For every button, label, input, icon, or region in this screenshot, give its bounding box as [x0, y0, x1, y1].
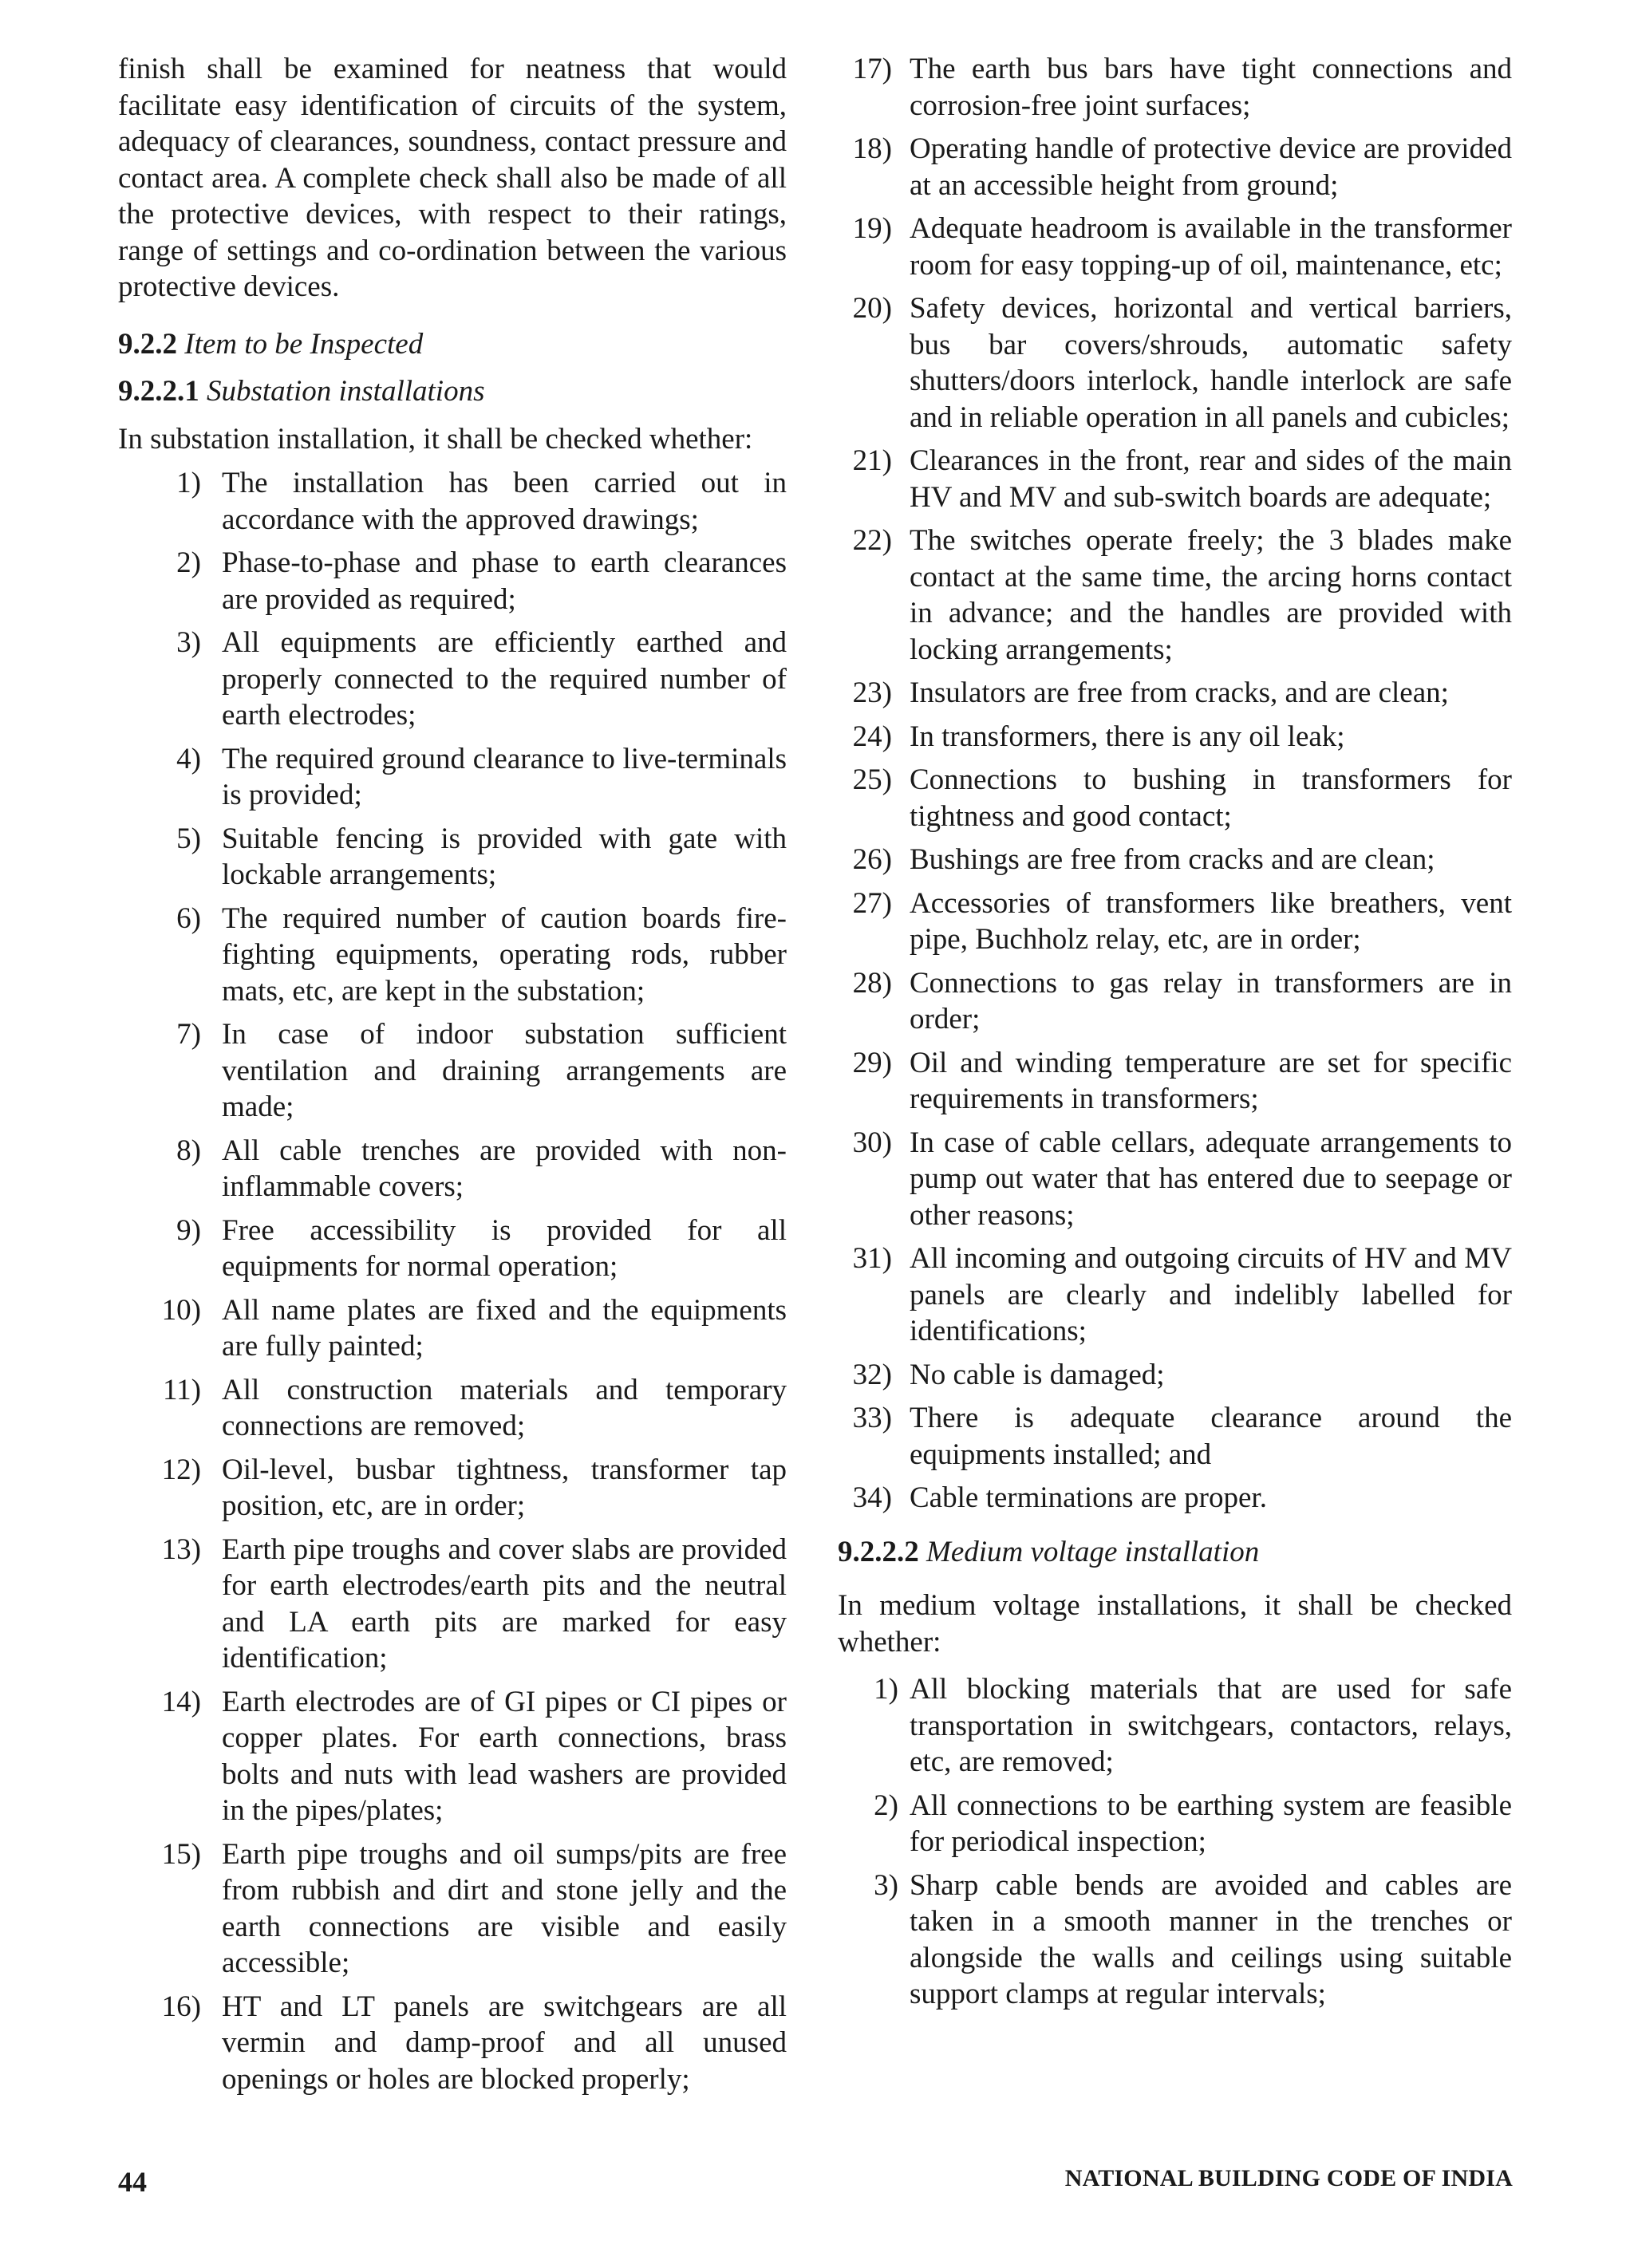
- item-number: 26): [852, 843, 892, 876]
- section-heading-9-2-2: [118, 326, 787, 363]
- item-text: All cable trenches are provided with non-inflammable covers;: [222, 1134, 787, 1203]
- item-text: Oil and winding temperature are set for specific requirements in transformers;: [910, 1046, 1512, 1115]
- item-text: The required number of caution boards fire-fighting equipments, operating rods, rubber mats, etc, are kept in the substation;: [222, 901, 787, 1008]
- list-item: [838, 762, 1512, 834]
- list-item: [118, 901, 787, 1010]
- lead-in-text: In substation installation, it shall be checked whether:: [118, 422, 753, 456]
- item-text: Bushings are free from cracks and are clean;: [910, 843, 1435, 876]
- item-number: 18): [852, 132, 892, 165]
- item-text: Clearances in the front, rear and sides of the main HV and MV and sub-switch boards are adequate;: [910, 444, 1512, 514]
- list-item: [838, 675, 1512, 712]
- item-number: 32): [852, 1358, 892, 1391]
- item-number: 5): [176, 822, 201, 855]
- item-text: Connections to bushing in transformers for tightness and good contact;: [910, 763, 1512, 833]
- item-number: 27): [852, 886, 892, 920]
- list-item: [838, 51, 1512, 124]
- section-number: 9.2.2: [118, 327, 177, 361]
- item-number: 6): [176, 901, 201, 935]
- section-number: 9.2.2.2: [838, 1535, 919, 1568]
- item-text: All construction materials and temporary connections are removed;: [222, 1373, 787, 1442]
- list-item: [838, 1045, 1512, 1118]
- item-number: 25): [852, 763, 892, 796]
- item-number: 24): [852, 720, 892, 753]
- item-number: 33): [852, 1402, 892, 1434]
- list-item: [838, 443, 1512, 515]
- item-number: 28): [852, 966, 892, 1000]
- list-item: [838, 965, 1512, 1038]
- item-number: 20): [852, 292, 892, 325]
- list-item: [118, 821, 787, 893]
- list-item: [838, 842, 1512, 878]
- list-item: [838, 211, 1512, 283]
- item-text: The switches operate freely; the 3 blades make contact at the same time, the arcing horns contact in advance; and the handles are provided with locking arrangements;: [910, 524, 1512, 666]
- list-item: [118, 1213, 787, 1285]
- section-number: 9.2.2.1: [118, 375, 199, 408]
- item-number: 22): [852, 524, 892, 557]
- list-item: [118, 1989, 787, 2098]
- list-item: [118, 1836, 787, 1982]
- list-item: [118, 1292, 787, 1365]
- left-column: [118, 51, 787, 2097]
- section-title: Medium voltage installation: [926, 1535, 1260, 1568]
- section-title: Item to be Inspected: [184, 327, 424, 361]
- item-text: Earth electrodes are of GI pipes or CI pipes or copper plates. For earth connections, brass bolts and nuts with lead washers are provided in the pipes/plates;: [222, 1685, 787, 1827]
- item-text: The earth bus bars have tight connections and corrosion-free joint surfaces;: [910, 53, 1512, 122]
- section-title: Substation installations: [207, 375, 485, 408]
- item-text: All blocking materials that are used for safe transportation in switchgears, contactors, relays, etc, are removed;: [910, 1673, 1512, 1778]
- intro-paragraph: finish shall be examined for neatness that would facilitate easy identification of circuits of the system, adequacy of clearances, soundness, contact pressure and contact area. A complete check shall also be made of all the protective devices, with respect to their ratings, range of settings and co-ordination between the various protective devices.: [118, 53, 787, 303]
- list-item: [118, 1684, 787, 1829]
- item-text: No cable is damaged;: [910, 1358, 1165, 1391]
- item-text: Earth pipe troughs and cover slabs are provided for earth electrodes/earth pits and the neutral and LA earth pits are marked for easy identification;: [222, 1532, 787, 1674]
- lead-in-text: In medium voltage installations, it shall be checked whether:: [838, 1589, 1512, 1659]
- item-number: 29): [852, 1046, 892, 1079]
- item-number: 14): [161, 1685, 201, 1718]
- section-heading-9-2-2-1: [118, 373, 787, 410]
- item-text: Earth pipe troughs and oil sumps/pits are free from rubbish and dirt and stone jelly and the earth connections are visible and easily accessible;: [222, 1837, 787, 1979]
- item-text: Cable terminations are proper.: [910, 1481, 1267, 1514]
- item-number: 1): [176, 467, 201, 499]
- item-text: In case of indoor substation sufficient ventilation and draining arrangements are made;: [222, 1018, 787, 1123]
- item-text: All incoming and outgoing circuits of HV and MV panels are clearly and indelibly labelled for identifications;: [910, 1242, 1512, 1347]
- item-number: 4): [176, 742, 201, 775]
- item-number: 2): [176, 546, 201, 579]
- list-item: [838, 1868, 1512, 2013]
- list-item: [838, 523, 1512, 668]
- item-text: HT and LT panels are switchgears are all vermin and damp-proof and all unused openings or holes are blocked properly;: [222, 1990, 787, 2096]
- substation-checklist-continued: [838, 51, 1512, 1517]
- item-number: 11): [163, 1373, 201, 1406]
- list-item: [118, 1532, 787, 1677]
- item-number: 12): [161, 1453, 201, 1486]
- list-item: [118, 1133, 787, 1205]
- item-text: The installation has been carried out in accordance with the approved drawings;: [222, 467, 787, 536]
- list-item: [838, 1480, 1512, 1517]
- item-text: The required ground clearance to live-terminals is provided;: [222, 742, 787, 811]
- list-item: [838, 1125, 1512, 1234]
- item-text: Connections to gas relay in transformers are in order;: [910, 966, 1512, 1035]
- item-number: 23): [852, 676, 892, 709]
- list-item: [118, 545, 787, 617]
- list-item: [838, 886, 1512, 958]
- item-text: Safety devices, horizontal and vertical barriers, bus bar covers/shrouds, automatic safety shutters/doors interlock, handle interlock are safe and in reliable operation in all panels and cubicles;: [910, 292, 1512, 434]
- item-text: Free accessibility is provided for all equipments for normal operation;: [222, 1213, 787, 1283]
- item-text: In case of cable cellars, adequate arrangements to pump out water that has entered due to seepage or other reasons;: [910, 1126, 1512, 1232]
- item-text: All name plates are fixed and the equipments are fully painted;: [222, 1293, 787, 1363]
- list-item: [838, 1357, 1512, 1394]
- list-item: [838, 1671, 1512, 1781]
- item-number: 10): [161, 1293, 201, 1327]
- item-number: 21): [852, 444, 892, 477]
- list-item: [118, 465, 787, 538]
- list-item: [838, 1400, 1512, 1473]
- item-number: 8): [176, 1134, 201, 1167]
- list-item: [838, 1240, 1512, 1350]
- item-number: 3): [874, 1868, 898, 1902]
- item-text: Sharp cable bends are avoided and cables are taken in a smooth manner in the trenches or alongside the walls and ceilings using suitable support clamps at regular intervals;: [910, 1868, 1512, 2010]
- list-item: [118, 625, 787, 734]
- item-text: In transformers, there is any oil leak;: [910, 720, 1345, 753]
- item-text: Oil-level, busbar tightness, transformer tap position, etc, are in order;: [222, 1453, 787, 1522]
- item-text: There is adequate clearance around the equipments installed; and: [910, 1402, 1512, 1471]
- item-number: 7): [176, 1018, 201, 1051]
- list-item: [118, 741, 787, 814]
- item-number: 2): [874, 1789, 898, 1822]
- item-number: 30): [852, 1126, 892, 1159]
- list-item: [838, 131, 1512, 203]
- list-item: [838, 1788, 1512, 1860]
- list-item: [838, 719, 1512, 755]
- item-number: 19): [852, 212, 892, 245]
- page-number: 44: [118, 2166, 147, 2198]
- list-item: [838, 290, 1512, 436]
- item-text: Suitable fencing is provided with gate with lockable arrangements;: [222, 822, 787, 891]
- item-number: 16): [161, 1990, 201, 2023]
- item-number: 1): [874, 1673, 898, 1706]
- item-number: 9): [176, 1213, 201, 1247]
- list-item: [118, 1016, 787, 1126]
- list-item: [118, 1452, 787, 1524]
- substation-checklist: [118, 465, 787, 2097]
- section-heading-9-2-2-2: [838, 1534, 1512, 1571]
- item-number: 34): [852, 1481, 892, 1514]
- item-number: 31): [852, 1242, 892, 1275]
- item-text: Accessories of transformers like breathers, vent pipe, Buchholz relay, etc, are in order;: [910, 886, 1512, 956]
- item-text: Adequate headroom is available in the transformer room for easy topping-up of oil, maintenance, etc;: [910, 212, 1512, 282]
- item-text: Operating handle of protective device are provided at an accessible height from ground;: [910, 132, 1512, 202]
- running-title: NATIONAL BUILDING CODE OF INDIA: [1064, 2165, 1513, 2191]
- medium-voltage-checklist: [838, 1671, 1512, 2013]
- right-column: [838, 51, 1512, 2013]
- item-number: 3): [176, 626, 201, 659]
- item-number: 17): [852, 53, 892, 85]
- item-text: All equipments are efficiently earthed and properly connected to the required number of earth electrodes;: [222, 626, 787, 732]
- item-text: All connections to be earthing system are feasible for periodical inspection;: [910, 1789, 1512, 1858]
- item-text: Phase-to-phase and phase to earth clearances are provided as required;: [222, 546, 787, 616]
- list-item: [118, 1372, 787, 1445]
- item-text: Insulators are free from cracks, and are clean;: [910, 676, 1449, 709]
- item-number: 15): [161, 1837, 201, 1871]
- item-number: 13): [161, 1532, 201, 1566]
